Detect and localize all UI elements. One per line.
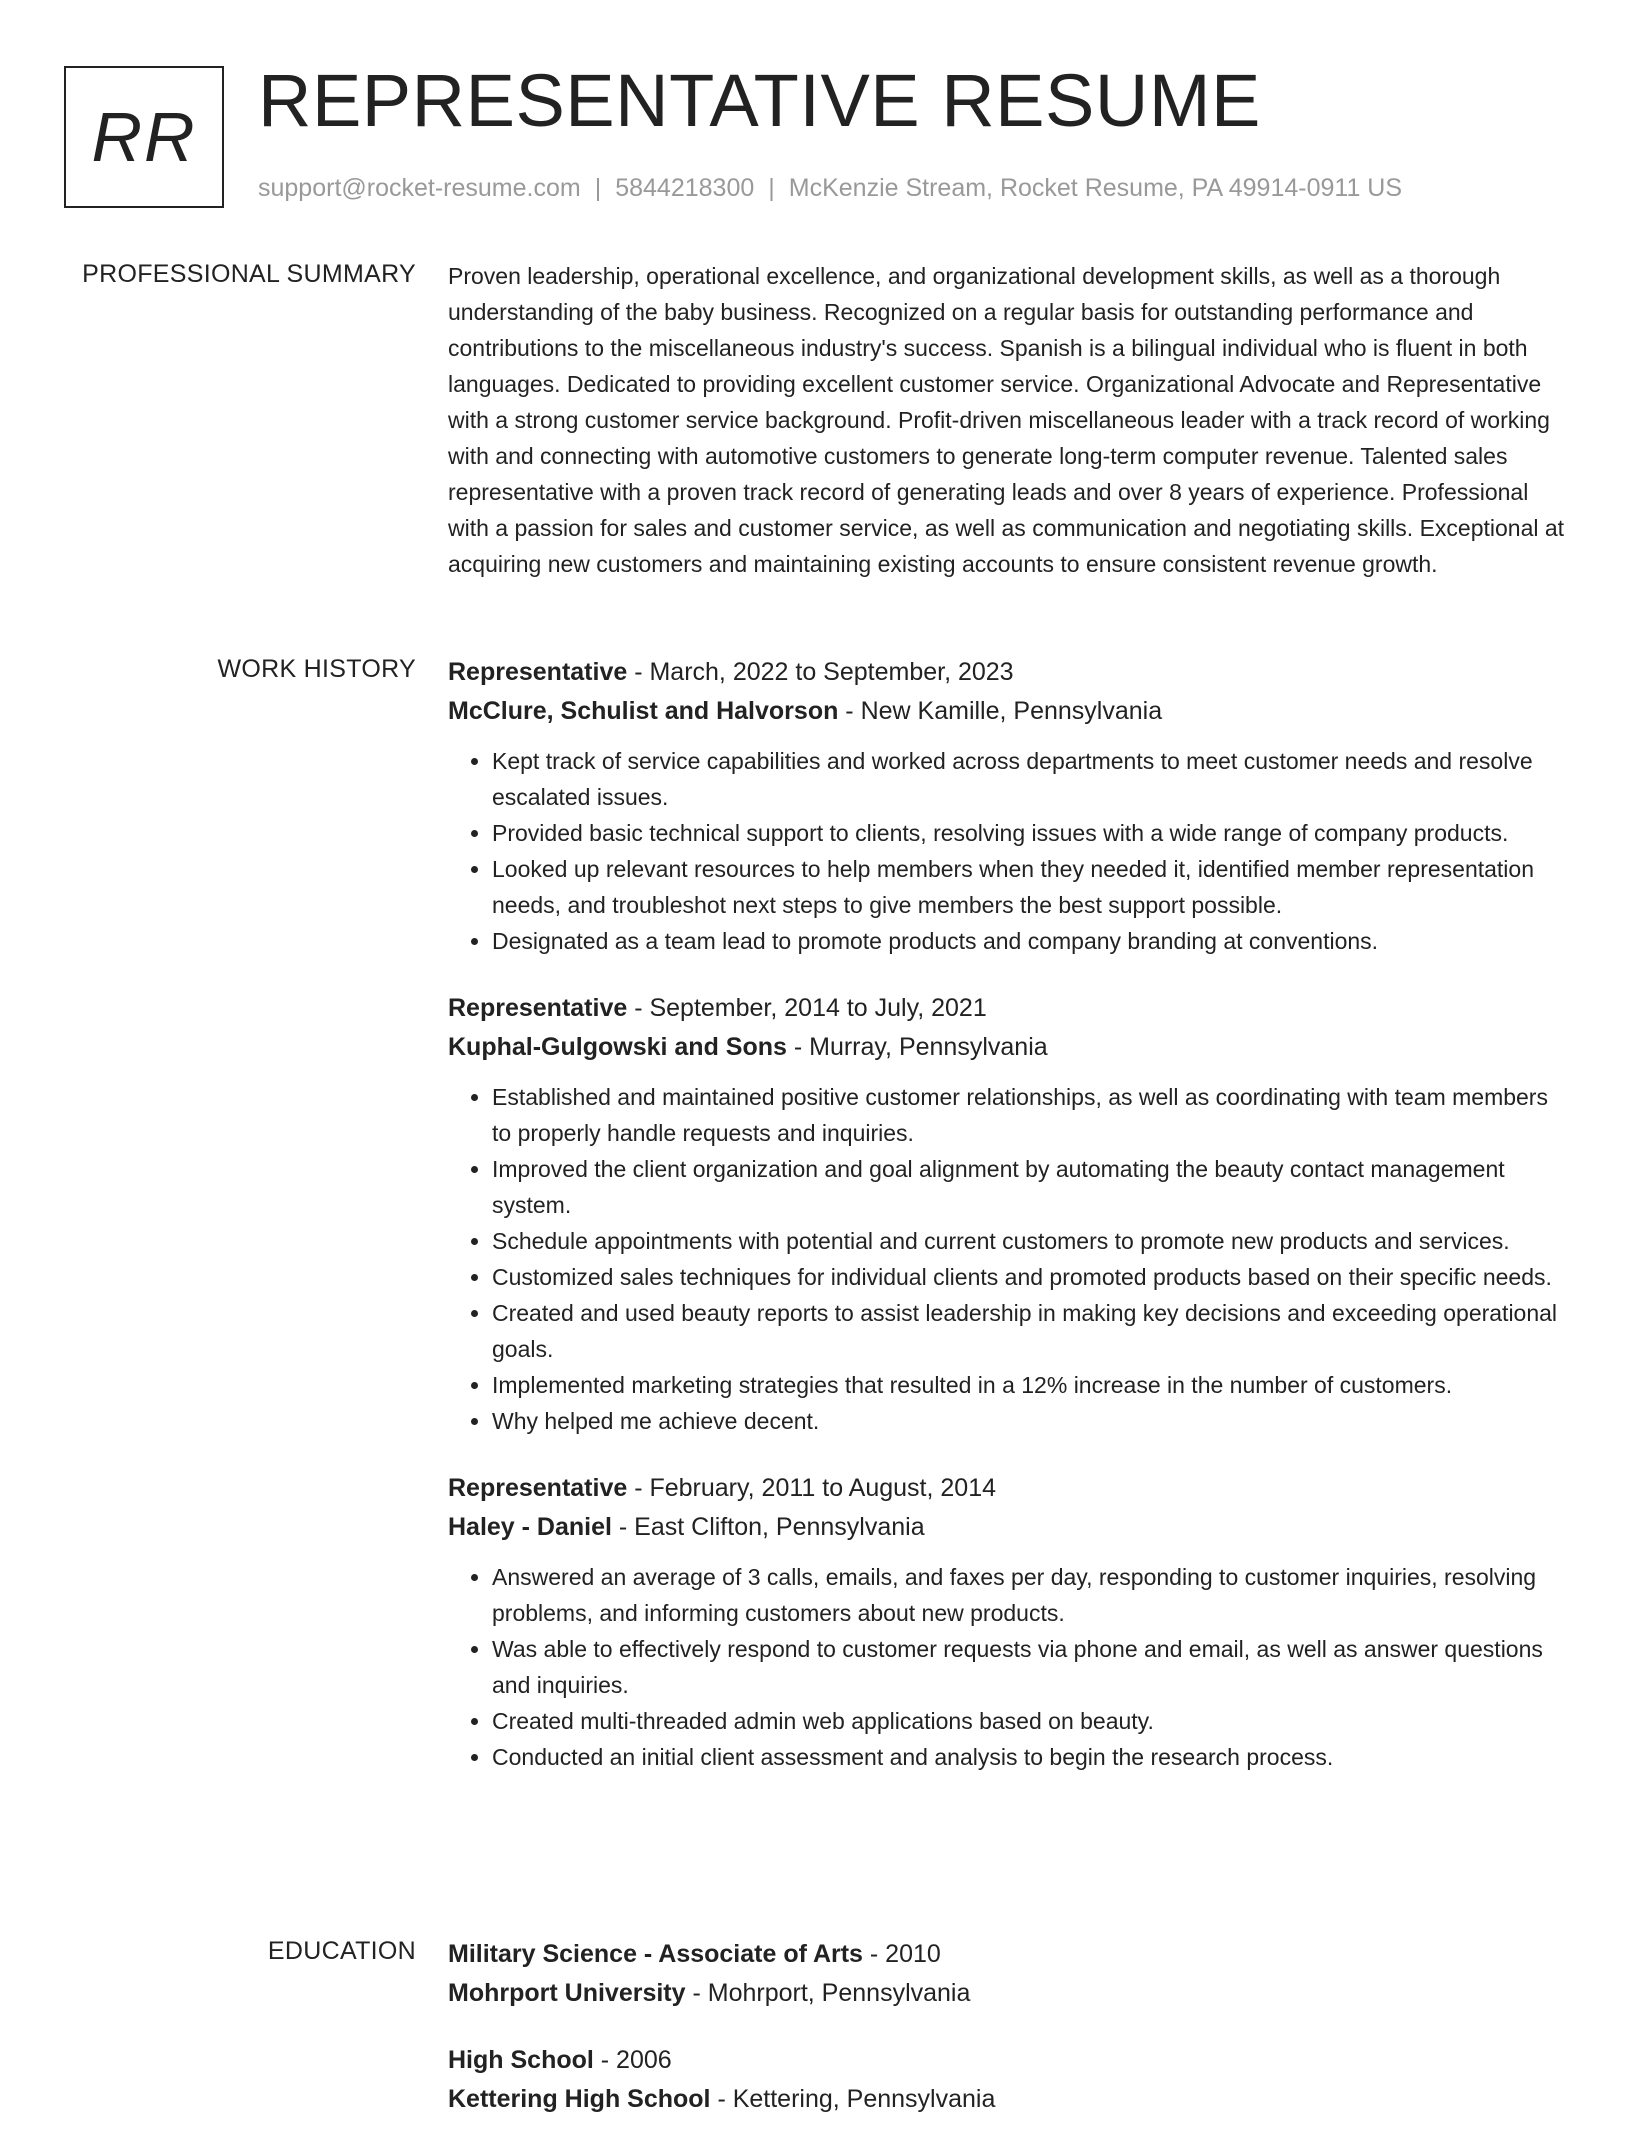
job-bullet: • Created multi-threaded admin web applications based on beauty. (492, 1703, 1572, 1739)
job-bullet: • Was able to effectively respond to customer requests via phone and email, as well as answer questions and inquiries. (492, 1631, 1572, 1703)
job-bullet: • Designated as a team lead to promote products and company branding at conventions. (492, 923, 1572, 959)
education-location: - Kettering, Pennsylvania (710, 2085, 996, 2113)
job-title-line (448, 653, 1572, 692)
summary-text: Proven leadership, operational excellence, and organizational development skills, as well as a thorough understanding of the baby business. Recognized on a regular basis for outstanding performance and contributions to the miscellaneous industry's success. Spanish is a bilingual individual who is fluent in both languages. Dedicated to providing excellent customer service. Organizational Advocate and Representative with a strong customer service background. Profit-driven miscellaneous leader with a track record of working with and connecting with automotive customers to generate long-term computer revenue. Talented sales representative with a proven track record of generating leads and over 8 years of experience. Professional with a passion for sales and customer service, as well as communication and negotiating skills. Exceptional at acquiring new customers and maintaining existing accounts to ensure consistent revenue growth. (448, 263, 1565, 577)
education-degree: Military Science - Associate of Arts (448, 1940, 863, 1968)
contact-line (258, 174, 1402, 203)
job-entry (448, 1469, 1572, 1775)
job-bullet: • Schedule appointments with potential and current customers to promote new products and services. (492, 1223, 1572, 1259)
contact-address: McKenzie Stream, Rocket Resume, PA 49914-0911 US (788, 174, 1403, 202)
job-bullets (448, 743, 1572, 959)
job-dates: - February, 2011 to August, 2014 (627, 1474, 996, 1502)
education-location: - Mohrport, Pennsylvania (685, 1979, 971, 2007)
education-school-line (448, 2080, 1572, 2119)
education-school: Mohrport University (448, 1979, 686, 2007)
education-degree-line (448, 1935, 1572, 1974)
job-bullets (448, 1559, 1572, 1775)
education-year: - 2006 (593, 2046, 672, 2074)
summary-body (448, 258, 1572, 582)
resume-title: REPRESENTATIVE RESUME (258, 59, 1261, 142)
summary-heading: PROFESSIONAL SUMMARY (82, 260, 416, 288)
job-title: Representative (448, 994, 628, 1022)
education-year: - 2010 (862, 1940, 941, 1968)
education-entry (448, 1935, 1572, 2013)
job-company: Haley - Daniel (448, 1513, 612, 1541)
job-location: - East Clifton, Pennsylvania (611, 1513, 925, 1541)
education-heading: EDUCATION (267, 1937, 416, 1965)
contact-phone: 5844218300 (615, 174, 755, 202)
education-school: Kettering High School (448, 2085, 711, 2113)
job-dates: - March, 2022 to September, 2023 (627, 658, 1014, 686)
contact-separator: | (594, 174, 602, 202)
job-bullet: • Improved the client organization and goal alignment by automating the beauty contact management system. (492, 1151, 1572, 1223)
contact-separator: | (768, 174, 775, 202)
job-dates: - September, 2014 to July, 2021 (627, 994, 987, 1022)
job-title-line (448, 1469, 1572, 1508)
job-title: Representative (448, 658, 628, 686)
job-bullet: • Why helped me achieve decent. (492, 1403, 1572, 1439)
job-bullets (448, 1079, 1572, 1439)
job-bullet: • Customized sales techniques for individual clients and promoted products based on their specific needs. (492, 1259, 1572, 1295)
job-bullet: • Created and used beauty reports to assist leadership in making key decisions and exceeding operational goals. (492, 1295, 1572, 1367)
job-bullet: • Provided basic technical support to clients, resolving issues with a wide range of company products. (492, 815, 1572, 851)
education-degree-line (448, 2041, 1572, 2080)
work-history-heading: WORK HISTORY (217, 655, 416, 683)
education-body (448, 1935, 1572, 2147)
job-company-line (448, 692, 1572, 731)
job-bullet: • Conducted an initial client assessment and analysis to begin the research process. (492, 1739, 1572, 1775)
job-bullet: • Implemented marketing strategies that resulted in a 12% increase in the number of customers. (492, 1367, 1572, 1403)
job-entry (448, 653, 1572, 959)
job-company: McClure, Schulist and Halvorson (448, 697, 839, 725)
education-entry (448, 2041, 1572, 2119)
monogram-logo: RR (64, 66, 224, 208)
job-company-line (448, 1508, 1572, 1547)
job-bullet: • Answered an average of 3 calls, emails, and faxes per day, responding to customer inquiries, resolving problems, and informing customers about new products. (492, 1559, 1572, 1631)
education-school-line (448, 1974, 1572, 2013)
job-location: - New Kamille, Pennsylvania (838, 697, 1163, 725)
contact-email: support@rocket-resume.com (258, 174, 581, 202)
job-title-line (448, 989, 1572, 1028)
work-history-body (448, 653, 1572, 1805)
job-company-line (448, 1028, 1572, 1067)
job-bullet: • Established and maintained positive customer relationships, as well as coordinating with team members to properly handle requests and inquiries. (492, 1079, 1572, 1151)
job-title: Representative (448, 1474, 628, 1502)
job-bullet: • Kept track of service capabilities and worked across departments to meet customer needs and resolve escalated issues. (492, 743, 1572, 815)
job-entry (448, 989, 1572, 1439)
job-bullet: • Looked up relevant resources to help members when they needed it, identified member representation needs, and troubleshot next steps to give members the best support possible. (492, 851, 1572, 923)
education-degree: High School (448, 2046, 594, 2074)
job-company: Kuphal-Gulgowski and Sons (448, 1033, 787, 1061)
job-location: - Murray, Pennsylvania (786, 1033, 1048, 1061)
